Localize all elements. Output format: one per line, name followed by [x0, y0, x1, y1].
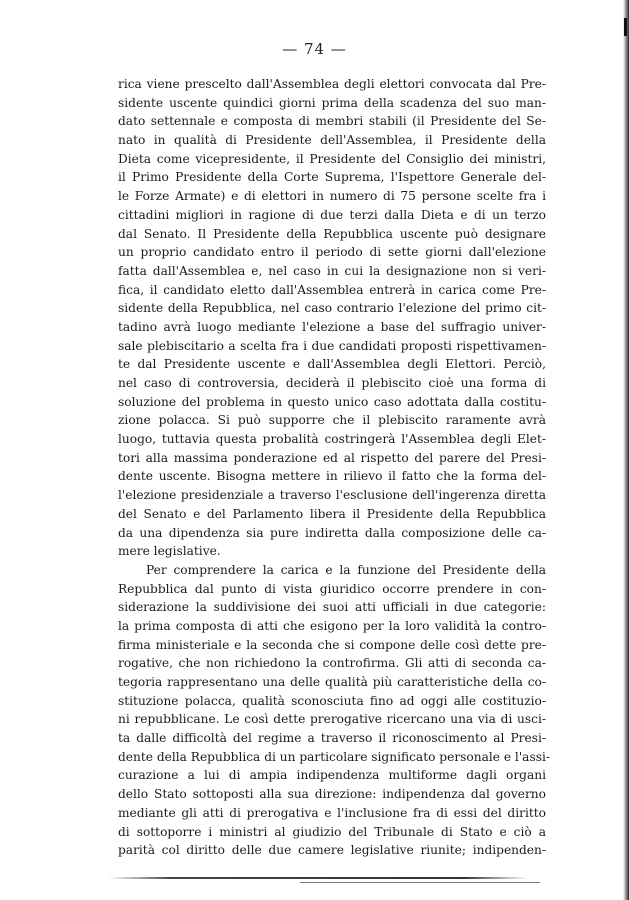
text-line: nato in qualità di Presidente dell'Assemblea, il Presidente della — [118, 133, 546, 148]
text-line: sale plebiscitario a scelta fra i due candidati proposti rispettivamen- — [118, 338, 546, 353]
text-line: nel caso di controversia, deciderà il plebiscito cioè una forma di — [118, 376, 546, 390]
text-line: rogative, che non richiedono la controfirma. Gli atti di seconda ca- — [118, 656, 546, 671]
text-line: Repubblica dal punto di vista giuridico occorre prendere in con- — [118, 581, 546, 596]
text-line: ta dalle difficoltà del regime a traverso il riconoscimento al Presi- — [118, 731, 546, 746]
text-line: parità col diritto delle due camere legislative riunite; indipenden- — [118, 843, 546, 858]
text-line: dal Senato. Il Presidente della Repubblica uscente può designare — [118, 226, 546, 241]
text-line: luogo, tuttavia questa probalità costringerà l'Assemblea degli Elet- — [118, 432, 546, 447]
text-line: mediante gli atti di prerogativa e l'inclusione fra di essi del diritto — [118, 805, 546, 820]
text-line: cittadini migliori in ragione di due terzi dalla Dieta e di un terzo — [118, 207, 546, 222]
text-line: tegoria rappresentano una delle qualità più caratteristiche della co- — [118, 675, 546, 689]
text-line: l'elezione presidenziale a traverso l'esclusione dell'ingerenza diretta — [118, 488, 546, 503]
scan-bottom-shadow-2 — [300, 882, 540, 883]
page-number: — 74 — — [282, 40, 347, 58]
text-line: da una dipendenza sia pure indiretta dalla composizione delle ca- — [118, 525, 546, 540]
paragraph-1 — [118, 75, 546, 561]
text-line: soluzione del problema in questo unico caso adottata dalla costitu- — [118, 394, 546, 409]
text-line: te dal Presidente uscente e dall'Assemblea degli Elettori. Perciò, — [118, 357, 546, 372]
text-line: dente uscente. Bisogna mettere in rilievo il fatto che la forma del- — [118, 469, 546, 484]
text-line: dello Stato sottoposti alla sua direzione: indipendenza dal governo — [118, 787, 546, 802]
text-line: stituzione polacca, qualità sconosciuta fino ad oggi alle costituzio- — [118, 693, 546, 708]
paragraph-2 — [118, 561, 550, 860]
text-line: mere legislative. — [118, 544, 221, 559]
text-line: sidente della Repubblica, nel caso contrario l'elezione del primo cit- — [118, 301, 546, 316]
text-line: tadino avrà luogo mediante l'elezione a base del suffragio univer- — [118, 319, 546, 334]
text-line: firma ministeriale e la seconda che si compone delle così dette pre- — [118, 637, 546, 652]
scan-bottom-shadow — [108, 877, 528, 879]
text-line: dente della Repubblica di un particolare significato personale e l'assi- — [118, 749, 550, 764]
text-line: Dieta come vicepresidente, il Presidente del Consiglio dei ministri, — [118, 151, 546, 166]
text-line: il Primo Presidente della Corte Suprema, l'Ispettore Generale del- — [118, 170, 546, 185]
text-line: siderazione la suddivisione dei suoi atti ufficiali in due categorie: — [118, 600, 546, 615]
text-line: la prima composta di atti che esigono per la loro validità la contro- — [118, 618, 546, 633]
text-line: sidente uscente quindici giorni prima della scadenza del suo man- — [118, 95, 546, 110]
text-line: un proprio candidato entro il periodo di sette giorni dall'elezione — [118, 245, 546, 260]
text-line: tori alla massima ponderazione ed al rispetto del parere del Presi- — [118, 450, 546, 465]
text-line: zione polacca. Si può supporre che il plebiscito raramente avrà — [118, 413, 546, 428]
text-line: dato settennale e composta di membri stabili (il Presidente del Se- — [118, 114, 546, 129]
text-line: fatta dall'Assemblea e, nel caso in cui la designazione non si veri- — [118, 263, 546, 278]
text-line: del Senato e del Parlamento libera il Presidente della Repubblica — [118, 506, 546, 521]
text-line: di sottoporre i ministri al giudizio del Tribunale di Stato e ciò a — [118, 824, 546, 839]
text-line: le Forze Armate) e di elettori in numero di 75 persone scelte fra i — [118, 189, 546, 204]
text-line: ni repubblicane. Le così dette prerogative ricercano una via di usci- — [118, 712, 546, 727]
text-line: Per comprendere la carica e la funzione del Presidente della — [146, 562, 546, 577]
text-line: curazione a lui di ampia indipendenza multiforme dagli organi — [118, 768, 546, 783]
page-edge-mark — [624, 18, 627, 36]
text-line: rica viene prescelto dall'Assemblea degli elettori convocata dal Pre- — [118, 77, 546, 91]
page-edge-shadow — [623, 0, 629, 900]
body-text — [118, 75, 550, 860]
text-line: fica, il candidato eletto dall'Assemblea entrerà in carica come Pre- — [118, 282, 546, 297]
